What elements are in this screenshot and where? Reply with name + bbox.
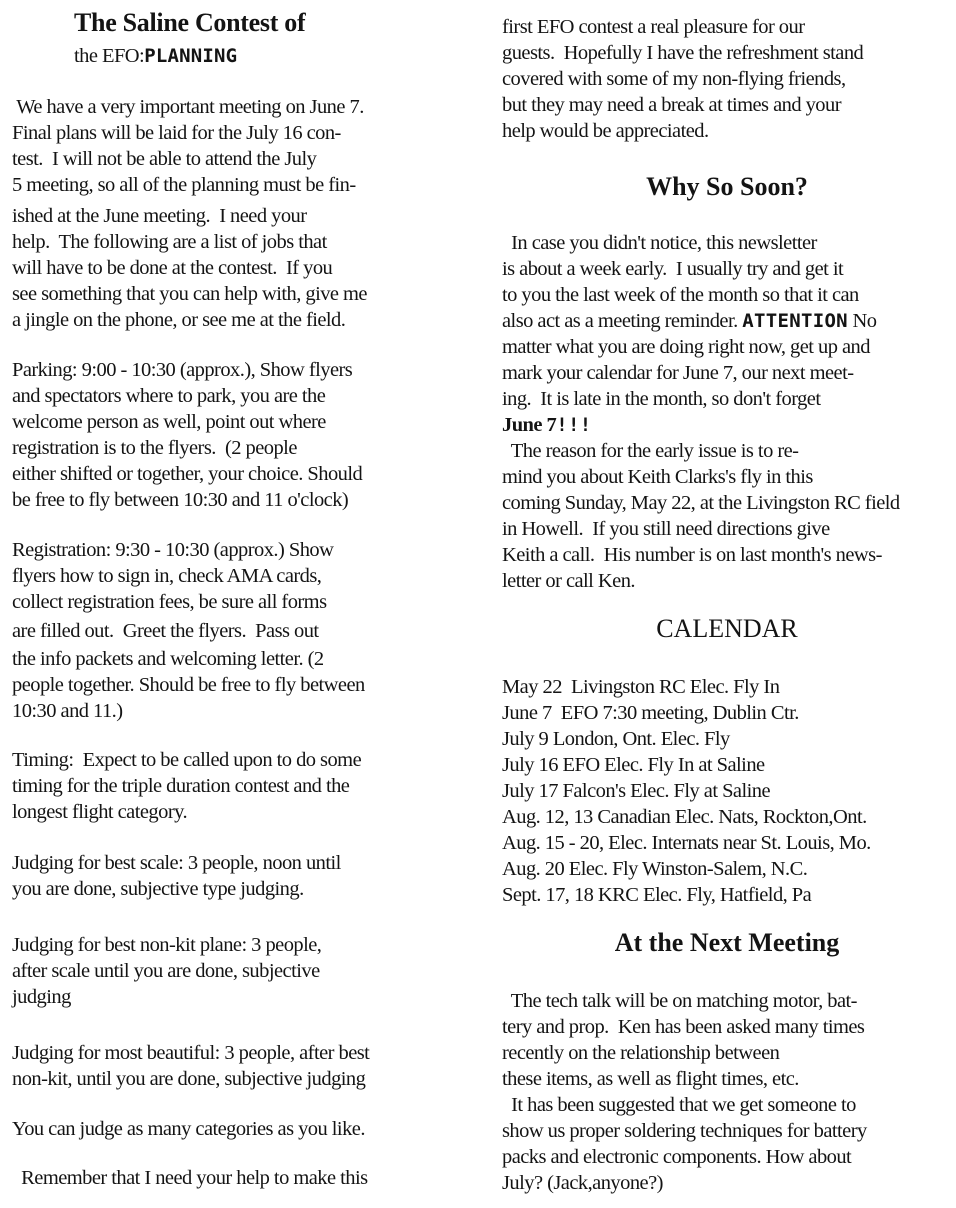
calendar-entry: July 9 London, Ont. Elec. Fly [502, 728, 730, 750]
text-line: Registration: 9:30 - 10:30 (approx.) Show [12, 539, 334, 561]
text-line: Parking: 9:00 - 10:30 (approx.), Show flyers [12, 359, 353, 381]
text-line: Timing: Expect to be called upon to do some [12, 749, 362, 771]
text-line: 5 meeting, so all of the planning must be fin- [12, 174, 356, 196]
calendar-entry: May 22 Livingston RC Elec. Fly In [502, 676, 780, 698]
text-line: recently on the relationship between [502, 1042, 780, 1064]
text-line: either shifted or together, your choice. Should [12, 463, 363, 485]
text-line: see something that you can help with, give me [12, 283, 367, 305]
calendar-entry: June 7 EFO 7:30 meeting, Dublin Ctr. [502, 702, 799, 724]
text-line: and spectators where to park, you are the [12, 385, 326, 407]
text-line: test. I will not be able to attend the July [12, 148, 317, 170]
text-line: In case you didn't notice, this newsletter [502, 232, 817, 254]
text-line: Judging for best scale: 3 people, noon until [12, 852, 341, 874]
text-line: matter what you are doing right now, get up and [502, 336, 870, 358]
text-line: help. The following are a list of jobs that [12, 231, 327, 253]
text-line: registration is to the flyers. (2 people [12, 437, 297, 459]
text-line: is about a week early. I usually try and get it [502, 258, 844, 280]
text-line: mind you about Keith Clarks's fly in this [502, 466, 813, 488]
text-line: guests. Hopefully I have the refreshment stand [502, 42, 864, 64]
text-line: July? (Jack,anyone?) [502, 1172, 663, 1194]
text-line: It has been suggested that we get someone to [502, 1094, 856, 1116]
why-so-soon-heading: Why So Soon? [646, 172, 808, 201]
text-line: flyers how to sign in, check AMA cards, [12, 565, 322, 587]
text-line: ished at the June meeting. I need your [12, 205, 307, 227]
text-line: ing. It is late in the month, so don't forget [502, 388, 821, 410]
categories-line: You can judge as many categories as you like. [12, 1118, 365, 1140]
text-line: are filled out. Greet the flyers. Pass out [12, 620, 319, 642]
calendar-entry: July 17 Falcon's Elec. Fly at Saline [502, 780, 771, 802]
text-line: We have a very important meeting on June 7. [12, 96, 364, 118]
calendar-entry: Aug. 20 Elec. Fly Winston-Salem, N.C. [502, 858, 808, 880]
text-line: be free to fly between 10:30 and 11 o'clock) [12, 489, 349, 511]
subtitle-prefix: the EFO: [74, 45, 145, 67]
exclamation-emphasis: !!! [556, 414, 592, 436]
text-line: timing for the triple duration contest and the [12, 775, 350, 797]
text-line: 10:30 and 11.) [12, 700, 123, 722]
calendar-entry: July 16 EFO Elec. Fly In at Saline [502, 754, 765, 776]
calendar-entry: Aug. 12, 13 Canadian Elec. Nats, Rockton,Ont. [502, 806, 867, 828]
text-line: non-kit, until you are done, subjective judging [12, 1068, 366, 1090]
text-line: to you the last week of the month so that it can [502, 284, 859, 306]
next-meeting-heading: At the Next Meeting [614, 928, 840, 957]
text-line: will have to be done at the contest. If you [12, 257, 333, 279]
text-line: help would be appreciated. [502, 120, 709, 142]
text-line: mark your calendar for June 7, our next meet- [502, 362, 854, 384]
text-line: the info packets and welcoming letter. (2 [12, 648, 324, 670]
text-line: a jingle on the phone, or see me at the field. [12, 309, 346, 331]
article-subtitle [74, 43, 237, 69]
text-line: collect registration fees, be sure all forms [12, 591, 327, 613]
text-line: these items, as well as flight times, etc. [502, 1068, 799, 1090]
text-line: The reason for the early issue is to re- [502, 440, 799, 462]
calendar-entry: Aug. 15 - 20, Elec. Internats near St. Louis, Mo. [502, 832, 871, 854]
text-line: tery and prop. Ken has been asked many times [502, 1016, 865, 1038]
text-span: also act as a meeting reminder. [502, 310, 743, 332]
text-line: Judging for best non-kit plane: 3 people, [12, 934, 322, 956]
remember-line: Remember that I need your help to make this [12, 1167, 368, 1189]
text-line: you are done, subjective type judging. [12, 878, 304, 900]
calendar-heading: CALENDAR [656, 614, 798, 643]
text-line [502, 308, 876, 334]
article-title: The Saline Contest of [74, 8, 306, 37]
text-line: after scale until you are done, subjective [12, 960, 320, 982]
text-line: Keith a call. His number is on last month's news- [502, 544, 882, 566]
text-span: No [847, 310, 877, 332]
text-line: judging [12, 986, 71, 1008]
text-line: Judging for most beautiful: 3 people, after best [12, 1042, 370, 1064]
text-line: show us proper soldering techniques for battery [502, 1120, 867, 1142]
text-line: packs and electronic components. How about [502, 1146, 852, 1168]
text-line: Final plans will be laid for the July 16 con- [12, 122, 341, 144]
calendar-entry: Sept. 17, 18 KRC Elec. Fly, Hatfield, Pa [502, 884, 812, 906]
subtitle-emphasis: PLANNING [144, 45, 238, 67]
text-line: people together. Should be free to fly between [12, 674, 365, 696]
attention-emphasis: ATTENTION [742, 310, 848, 332]
june-7-emphasis: June 7 [502, 414, 557, 436]
text-line: but they may need a break at times and your [502, 94, 841, 116]
text-line: coming Sunday, May 22, at the Livingston RC field [502, 492, 900, 514]
text-line: in Howell. If you still need directions give [502, 518, 830, 540]
text-line: first EFO contest a real pleasure for our [502, 16, 805, 38]
text-line: longest flight category. [12, 801, 188, 823]
text-line: welcome person as well, point out where [12, 411, 326, 433]
text-line: letter or call Ken. [502, 570, 635, 592]
text-line: covered with some of my non-flying friends, [502, 68, 846, 90]
text-line [502, 412, 591, 438]
text-line: The tech talk will be on matching motor, bat- [502, 990, 857, 1012]
